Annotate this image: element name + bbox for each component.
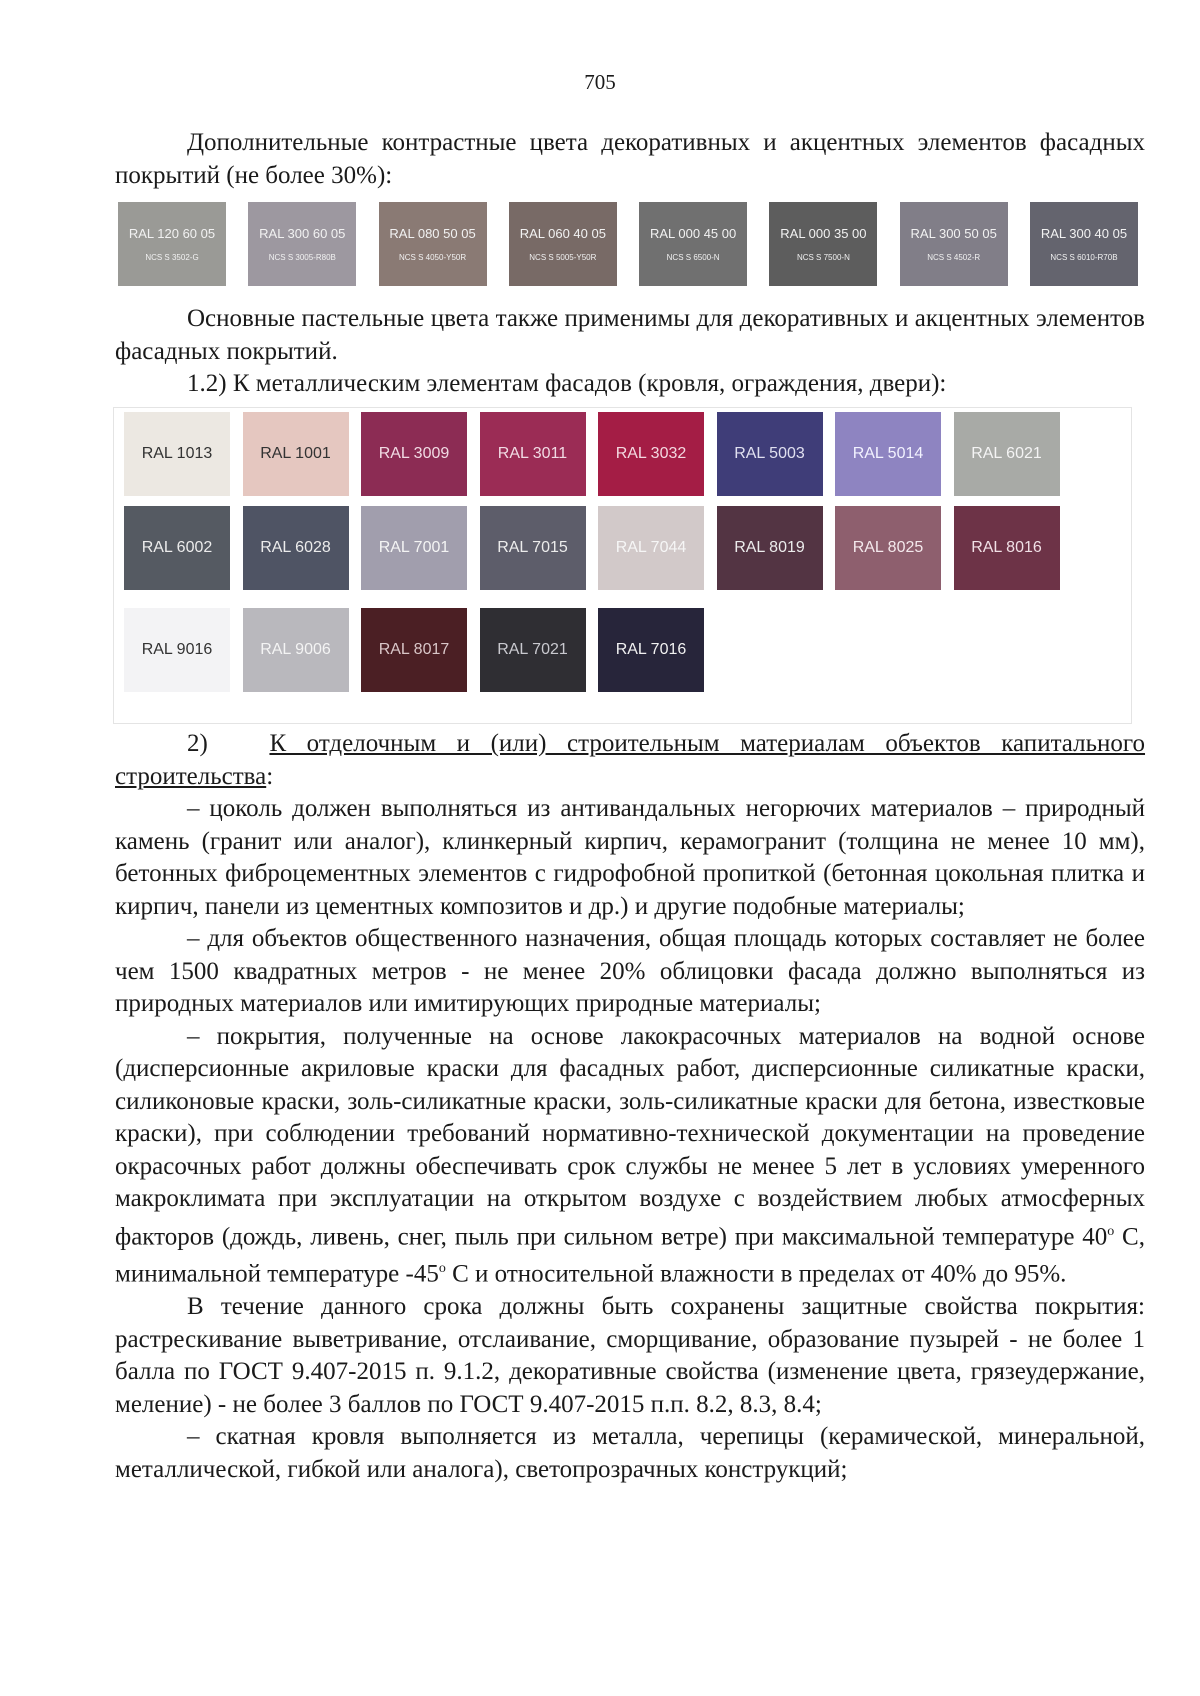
swatch-ral-code: RAL 060 40 05	[519, 226, 606, 241]
pastel-note-block	[115, 303, 1145, 401]
contrast-color-swatches	[118, 202, 1138, 290]
section-2-title: К отделочным и (или) строительным материалам объектов капитального строительства	[115, 730, 1146, 790]
contrast-swatch	[509, 202, 617, 286]
metal-swatch: RAL 9016	[124, 608, 230, 692]
degree-sign-2: о	[438, 1261, 446, 1277]
swatch-ncs-code: NCS S 4050-Y50R	[398, 253, 467, 262]
contrast-swatch	[379, 202, 487, 286]
degree-sign-1: о	[1107, 1223, 1115, 1239]
metal-swatch: RAL 7044	[598, 506, 704, 590]
contrast-swatch	[248, 202, 356, 286]
swatch-ral-code: RAL 000 45 00	[649, 226, 737, 241]
paragraph-roof: – скатная кровля выполняется из металла, черепицы (керамической, минеральной, металлической, гибкой или аналога), светопрозрачных конструкций;	[115, 1423, 1145, 1483]
swatch-ral-code: RAL 080 50 05	[389, 226, 476, 241]
swatch-ral-code: RAL 120 60 05	[128, 226, 216, 241]
metal-swatch: RAL 8017	[361, 608, 467, 692]
contrast-swatch	[1030, 202, 1138, 286]
contrast-swatch	[639, 202, 747, 286]
swatch-ncs-code: NCS S 3005-R80B	[268, 253, 336, 262]
metal-swatch: RAL 5014	[835, 412, 941, 496]
swatch-ncs-code: NCS S 7500-N	[796, 253, 850, 262]
metal-swatch: RAL 6021	[954, 412, 1060, 496]
metal-swatch: RAL 6002	[124, 506, 230, 590]
metal-swatch: RAL 7001	[361, 506, 467, 590]
swatch-ral-code: RAL 300 60 05	[259, 226, 346, 241]
paragraph-public-buildings: – для объектов общественного назначения, общая площадь которых составляет не более чем 1500 квадратных метров - не менее 20% облицовки фасада должно выполняться из природных материалов или имитирующих природные материалы;	[115, 925, 1145, 1017]
metal-swatch: RAL 5003	[717, 412, 823, 496]
section-2-heading	[115, 728, 1145, 793]
metal-color-palette	[113, 407, 1132, 724]
swatch-ral-code: RAL 000 35 00	[780, 226, 867, 241]
swatch-ral-code: RAL 300 50 05	[910, 226, 997, 241]
metal-swatch: RAL 1001	[243, 412, 349, 496]
coatings-text-b: С, минимальной температуре -45	[115, 1222, 1145, 1288]
metal-swatch: RAL 1013	[124, 412, 230, 496]
metal-swatch: RAL 7015	[480, 506, 586, 590]
contrast-swatch	[118, 202, 226, 286]
swatch-ncs-code: NCS S 3502-G	[145, 253, 199, 262]
contrast-swatch	[769, 202, 877, 286]
paragraph-coatings	[115, 1021, 1145, 1292]
swatch-ncs-code: NCS S 6500-N	[666, 253, 720, 262]
pastel-note-paragraph: Основные пастельные цвета также применимы для декоративных и акцентных элементов фасадных покрытий.	[115, 305, 1145, 365]
metal-heading: 1.2) К металлическим элементам фасадов (кровля, ограждения, двери):	[187, 370, 947, 397]
paragraph-plinth: – цоколь должен выполняться из антивандальных негорючих материалов – природный камень (гранит или аналог), клинкерный кирпич, керамогранит (толщина не менее 10 мм), бетонных фиброцементных элементов с гидрофобной пропиткой (бетонная цокольная плитка и кирпич, панели из цементных композитов и др.) и другие подобные материалы;	[115, 795, 1145, 920]
metal-swatch: RAL 8016	[954, 506, 1060, 590]
coatings-text-c: С и относительной влажности в пределах от 40% до 95%.	[445, 1260, 1067, 1288]
intro-paragraph: Дополнительные контрастные цвета декоративных и акцентных элементов фасадных покрытий (не более 30%):	[115, 129, 1145, 189]
metal-swatch: RAL 3009	[361, 412, 467, 496]
section-2-block	[115, 728, 1145, 1486]
metal-swatch: RAL 8019	[717, 506, 823, 590]
section-2-number: 2)	[187, 730, 208, 757]
intro-text-block	[115, 127, 1145, 192]
coatings-text-a: – покрытия, полученные на основе лакокрасочных материалов на водной основе (дисперсионные акриловые краски для фасадных работ, дисперсионные силикатные краски, силиконовые краски, золь-силикатные краски, золь-силикатные краски для бетона, известковые краски), при соблюдении требований нормативно-технической документации на проведение окрасочных работ должны обеспечивать срок службы не менее 5 лет в условиях умеренного макроклимата при эксплуатации на открытом воздухе с воздействием любых атмосферных факторов (дождь, ливень, снег, пыль при сильном ветре) при максимальной температуре 40	[115, 1022, 1145, 1250]
metal-swatch: RAL 8025	[835, 506, 941, 590]
swatch-ncs-code: NCS S 4502-R	[927, 253, 981, 262]
metal-swatch: RAL 6028	[243, 506, 349, 590]
metal-swatch: RAL 3011	[480, 412, 586, 496]
swatch-ral-code: RAL 300 40 05	[1040, 226, 1128, 241]
swatch-ncs-code: NCS S 5005-Y50R	[529, 253, 597, 262]
swatch-ncs-code: NCS S 6010-R70B	[1050, 253, 1118, 262]
section-2-title-suffix: :	[266, 762, 274, 790]
contrast-swatch	[900, 202, 1008, 286]
metal-swatch: RAL 3032	[598, 412, 704, 496]
metal-swatch: RAL 9006	[243, 608, 349, 692]
page-number: 705	[584, 70, 616, 94]
metal-swatch: RAL 7016	[598, 608, 704, 692]
paragraph-protective-properties: В течение данного срока должны быть сохранены защитные свойства покрытия: растрескивание выветривание, отслаивание, сморщивание, образование пузырей - не более 1 балла по ГОСТ 9.407-2015 п. 9.1.2, декоративные свойства (изменение цвета, грязеудержание, меление) - не более 3 баллов по ГОСТ 9.407-2015 п.п. 8.2, 8.3, 8.4;	[115, 1293, 1145, 1418]
metal-swatch: RAL 7021	[480, 608, 586, 692]
